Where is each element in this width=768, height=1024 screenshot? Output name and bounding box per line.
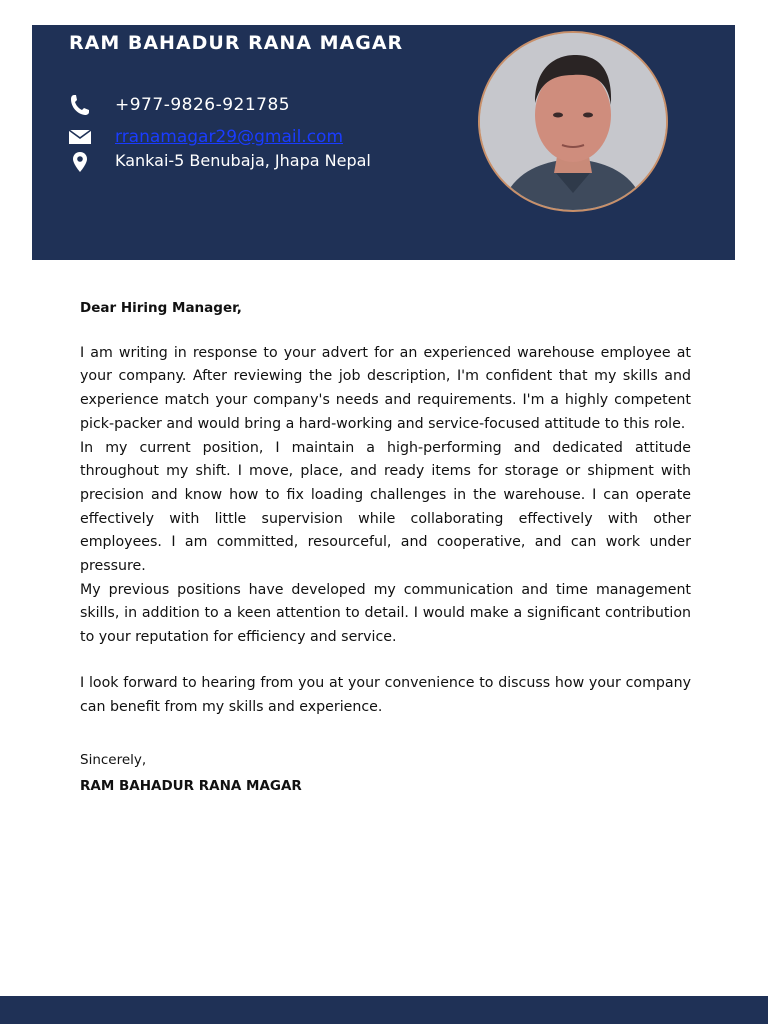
- address-text: Kankai-5 Benubaja, Jhapa Nepal: [115, 151, 371, 170]
- phone-number: +977-9826-921785: [115, 95, 291, 115]
- applicant-name: RAM BAHADUR RANA MAGAR: [69, 32, 404, 54]
- paragraph-current-position: In my current position, I maintain a high-performing and dedicated attitude throughout my shift. I move, place, and ready items for storage or shipment with precision and know how to fix loading challenges in the warehouse. I can operate effectively with little supervision while collaborating effectively with other employees. I am committed, resourceful, and cooperative, and can work under pressure.: [80, 439, 691, 575]
- spacer: [80, 650, 691, 672]
- location-pin-icon: [68, 150, 92, 174]
- contact-email: [68, 125, 344, 149]
- paragraph-skills: My previous positions have developed my communication and time management skills, in addition to a keen attention to detail. I would make a significant contribution to your reputation for efficiency and service.: [80, 581, 691, 646]
- header-banner: [32, 25, 735, 260]
- closing-phrase: Sincerely,: [80, 752, 147, 769]
- paragraph-closing: I look forward to hearing from you at your convenience to discuss how your company can benefit from my skills and experience.: [80, 674, 691, 715]
- signature-name: RAM BAHADUR RANA MAGAR: [80, 778, 302, 795]
- contact-phone: [68, 93, 291, 117]
- salutation: Dear Hiring Manager,: [80, 300, 242, 316]
- letter-body: [80, 297, 691, 795]
- footer-bar: [0, 996, 768, 1024]
- envelope-icon: [68, 125, 92, 149]
- contact-address: [68, 150, 371, 174]
- email-link[interactable]: rranamagar29@gmail.com: [115, 127, 344, 147]
- paragraph-intro: I am writing in response to your advert for an experienced warehouse employee at your company. After reviewing the job description, I'm confident that my skills and experience match your company's needs and requirements. I'm a highly competent pick-packer and would bring a hard-working and service-focused attitude to this role.: [80, 344, 691, 432]
- profile-photo: [478, 31, 668, 212]
- phone-icon: [68, 93, 92, 117]
